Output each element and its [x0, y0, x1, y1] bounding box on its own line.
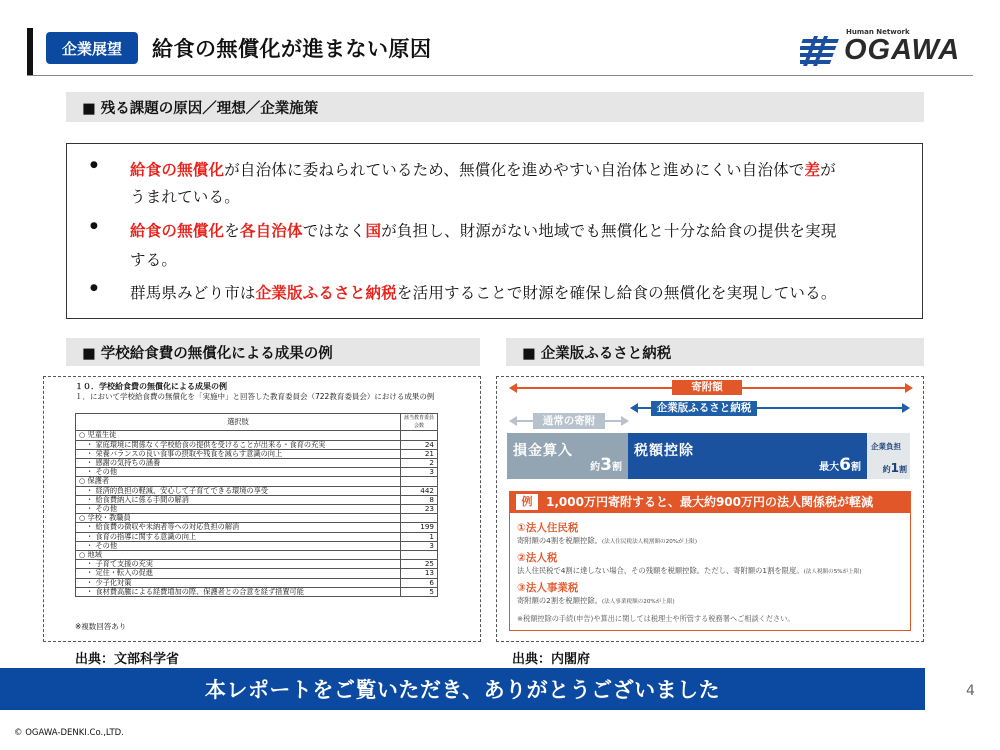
- table-row: [76, 541, 438, 550]
- row-count: 25: [401, 560, 438, 569]
- issue-bullet-line: [130, 185, 240, 207]
- company-burden-bar: [867, 433, 910, 479]
- row-count: 24: [401, 440, 438, 449]
- row-label: ・ 給食費納入に係る手間の解消: [76, 495, 401, 504]
- survey-note: ※複数回答あり: [75, 622, 127, 631]
- group-label: ○ 児童生徒: [76, 431, 401, 440]
- body-text: を活用することで財源を確保し給食の無償化を実現している。: [396, 284, 837, 302]
- body-text: が: [820, 161, 836, 179]
- donation-amount-label: 寄附額: [672, 380, 742, 395]
- deductible-bar: [507, 433, 628, 479]
- row-label: ・ その他: [76, 505, 401, 514]
- deductible-value: 約3割: [590, 455, 622, 475]
- body-text: うまれている。: [130, 188, 240, 206]
- row-label: ・ 栄養バランスの良い食事の摂取や残食を減らす意識の向上: [76, 449, 401, 458]
- example-item-desc: 寄附額の2割を税額控除。(法人事業税額の20%が上限): [517, 596, 675, 605]
- example-footnote: ※税額控除の手続(申告)や算出に関しては税理士や所管する税務署へご相談ください。: [517, 614, 795, 623]
- example-title: 1,000万円寄附すると、最大約900万円の法人関係税が軽減: [546, 495, 874, 509]
- body-text: が自治体に委ねられているため、無償化を進めやすい自治体と進めにくい自治体で: [224, 161, 805, 179]
- row-label: ・ 感謝の気持ちの涵養: [76, 459, 401, 468]
- company-burden-value: 約1割: [882, 461, 907, 475]
- highlight-text: 国: [365, 222, 382, 240]
- group-count: [401, 477, 438, 486]
- normal-donation-label: 通常の寄附: [533, 413, 605, 429]
- highlight-text: 各自治体: [239, 222, 303, 240]
- issue-bullet-line: [130, 281, 837, 303]
- survey-table: [75, 413, 438, 597]
- survey-doc-subtitle: １．において学校給食費の無償化を「実施中」と回答した教育委員会（722教育委員会）における成果の例: [75, 392, 435, 401]
- tax-credit-bar: [628, 433, 867, 479]
- category-tag: 企業展望: [46, 32, 138, 64]
- survey-doc-title: １０．学校給食費の無償化による成果の例: [75, 382, 227, 391]
- table-row: [76, 578, 438, 587]
- bullet-icon: ●: [90, 160, 98, 170]
- section-issues-header: ■ 残る課題の原因／理想／企業施策: [66, 92, 924, 122]
- issue-bullet-line: [130, 248, 177, 270]
- highlight-text: 企業版ふるさと納税: [255, 284, 397, 302]
- table-group-row: [76, 431, 438, 440]
- ogawa-logo-mark-icon: [800, 36, 844, 66]
- body-text: ではなく: [302, 222, 366, 240]
- row-label: ・ 定住・転入の促進: [76, 569, 401, 578]
- section-results-header: ■ 学校給食費の無償化による成果の例: [66, 338, 480, 366]
- table-row: [76, 587, 438, 596]
- example-item-heading: ②法人税: [517, 552, 558, 564]
- row-count: 442: [401, 486, 438, 495]
- table-row: [76, 495, 438, 504]
- page-number: 4: [966, 683, 975, 699]
- group-count: [401, 431, 438, 440]
- row-count: 13: [401, 569, 438, 578]
- body-text: が負担し、財源がない地域でも無償化と十分な給食の提供を実現: [381, 222, 837, 240]
- table-row: [76, 459, 438, 468]
- table-group-row: [76, 477, 438, 486]
- row-label: ・ 食材費高騰による経費増加の際、保護者との合意を経ず措置可能: [76, 587, 401, 596]
- row-count: 3: [401, 468, 438, 477]
- row-count: 23: [401, 505, 438, 514]
- group-label: ○ 学校・教職員: [76, 514, 401, 523]
- row-label: ・ 少子化対策: [76, 578, 401, 587]
- row-count: 1: [401, 532, 438, 541]
- row-label: ・ 子育て支援の充実: [76, 560, 401, 569]
- example-item-heading: ①法人住民税: [517, 522, 579, 534]
- table-row: [76, 569, 438, 578]
- row-label: ・ 家庭環境に関係なく学校給食の提供を受けることが出来る・食育の充実: [76, 440, 401, 449]
- row-count: 5: [401, 587, 438, 596]
- table-row: [76, 532, 438, 541]
- table-row: [76, 486, 438, 495]
- body-text: 群馬県みどり市は: [130, 284, 256, 302]
- row-count: 6: [401, 578, 438, 587]
- row-count: 199: [401, 523, 438, 532]
- source-left: 出典：文部科学省: [75, 652, 180, 667]
- group-label: ○ 地域: [76, 551, 401, 560]
- deductible-title: 損金算入: [513, 443, 573, 459]
- thanks-banner: 本レポートをご覧いただき、ありがとうございました: [0, 668, 925, 710]
- row-label: ・ 食育の指導に関する意識の向上: [76, 532, 401, 541]
- source-right: 出典：内閣府: [512, 652, 591, 667]
- section-furusato-header: ■ 企業版ふるさと納税: [506, 338, 924, 366]
- corporate-furusato-label: 企業版ふるさと納税: [651, 401, 757, 416]
- bullet-icon: ●: [90, 283, 98, 293]
- logo-tagline: Human Network: [846, 28, 910, 36]
- table-row: [76, 468, 438, 477]
- logo-name: OGAWA: [844, 34, 961, 66]
- highlight-text: 差: [804, 161, 821, 179]
- row-count: 8: [401, 495, 438, 504]
- survey-col-choice: 選択肢: [76, 414, 401, 431]
- table-row: [76, 440, 438, 449]
- copyright: © OGAWA-DENKI.Co.,LTD.: [14, 728, 124, 738]
- highlight-text: 給食の無償化: [130, 222, 225, 240]
- row-label: ・ 給食費の徴収や未納者等への対応負担の解消: [76, 523, 401, 532]
- issue-bullet-line: [130, 158, 836, 180]
- body-text: を: [224, 222, 240, 240]
- row-count: 3: [401, 541, 438, 550]
- title-accent-bar: [27, 28, 33, 75]
- row-label: ・ その他: [76, 468, 401, 477]
- example-tag: 例: [516, 494, 538, 510]
- row-count: 21: [401, 449, 438, 458]
- row-label: ・ その他: [76, 541, 401, 550]
- example-item-desc: 寄附額の4割を税額控除。(法人住民税法人税割額の20%が上限): [517, 536, 698, 545]
- example-item-desc: 法人住民税で4割に達しない場合、その残額を税額控除。ただし、寄附額の1割を限度。(法人税額の5%が上限): [517, 566, 862, 575]
- bullet-icon: ●: [90, 221, 98, 231]
- company-logo: [800, 28, 972, 72]
- example-item-heading: ③法人事業税: [517, 582, 579, 594]
- survey-col-count: 該当教育委員会数: [401, 414, 438, 431]
- group-label: ○ 保護者: [76, 477, 401, 486]
- row-count: 2: [401, 459, 438, 468]
- row-label: ・ 経済的負担の軽減、安心して子育てできる環境の享受: [76, 486, 401, 495]
- page-title: 給食の無償化が進まない原因: [152, 37, 432, 61]
- tax-credit-title: 税額控除: [634, 443, 694, 459]
- table-row: [76, 523, 438, 532]
- tax-credit-value: 最大6割: [819, 455, 861, 475]
- header-divider: [27, 75, 973, 76]
- issue-bullet-line: [130, 219, 837, 241]
- company-burden-title: 企業負担: [871, 442, 901, 451]
- body-text: する。: [130, 251, 178, 269]
- highlight-text: 給食の無償化: [130, 161, 225, 179]
